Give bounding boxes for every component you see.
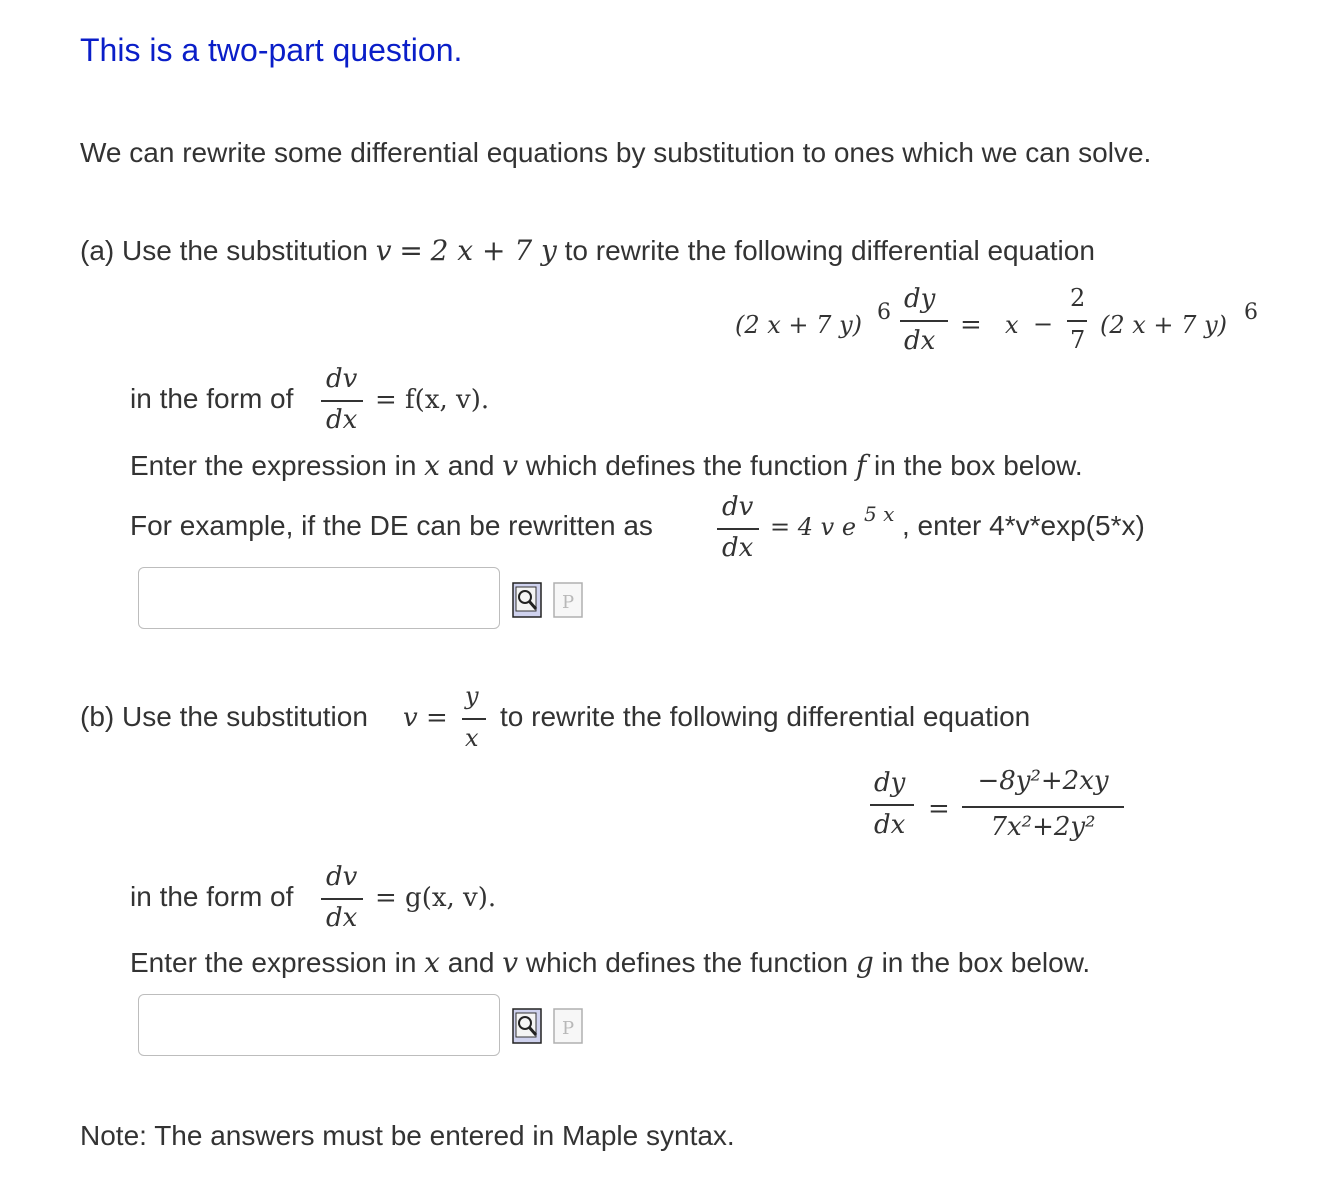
part-a-instructions: Enter the expression in x and v which defines the function f in the box below. bbox=[130, 449, 1083, 482]
palette-icon[interactable] bbox=[553, 1008, 583, 1044]
intro-text: We can rewrite some differential equations by substitution to ones which we can solve. bbox=[80, 137, 1152, 168]
part-a-answer-input[interactable] bbox=[138, 567, 500, 629]
svg-text:P: P bbox=[562, 592, 575, 613]
preview-icon[interactable] bbox=[512, 1008, 542, 1044]
page-title: This is a two-part question. bbox=[80, 32, 463, 68]
preview-icon[interactable] bbox=[512, 582, 542, 618]
part-b-answer-input[interactable] bbox=[138, 994, 500, 1056]
palette-icon[interactable] bbox=[553, 582, 583, 618]
part-b-instructions: Enter the expression in x and v which defines the function g in the box below. bbox=[130, 946, 1091, 979]
svg-text:P: P bbox=[562, 1018, 575, 1039]
part-a-lead: (a) Use the substitution v = 2 x + 7 y to rewrite the following differential equation bbox=[80, 234, 1095, 267]
maple-syntax-note: Note: The answers must be entered in Maple syntax. bbox=[80, 1120, 735, 1151]
